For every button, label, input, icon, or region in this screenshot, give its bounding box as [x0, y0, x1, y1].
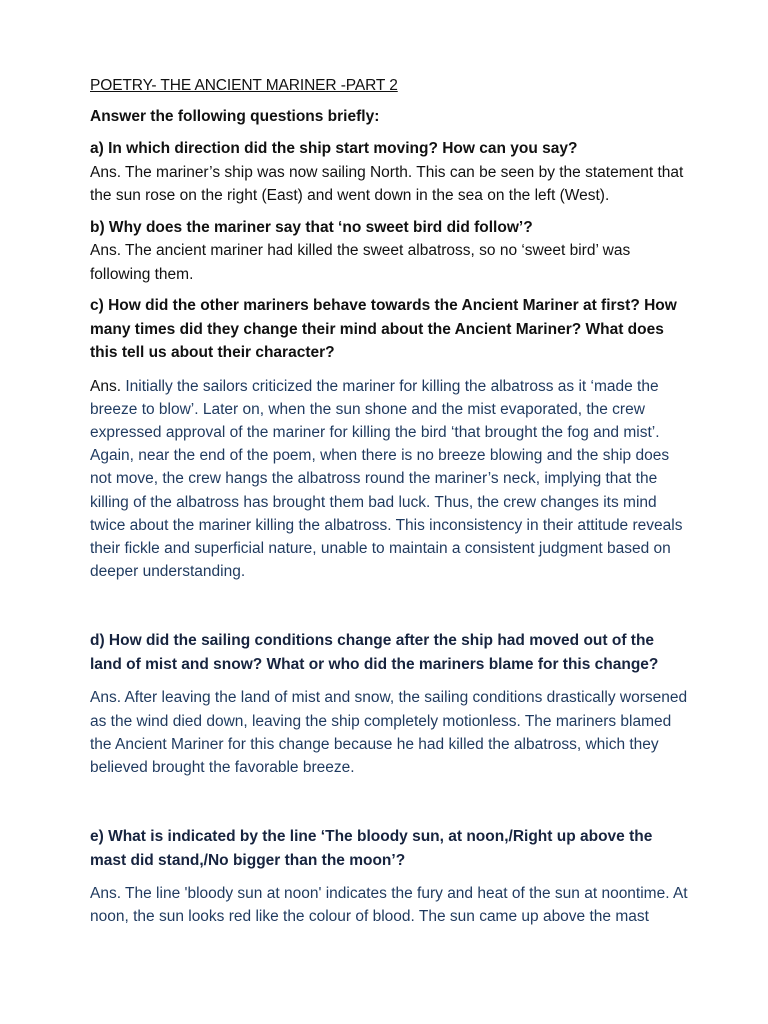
answer-b: Ans. The ancient mariner had killed the sweet albatross, so no ‘sweet bird’ was following them. [90, 242, 631, 283]
page-title: POETRY- THE ANCIENT MARINER -PART 2 [90, 77, 398, 94]
answer-d: Ans. After leaving the land of mist and snow, the sailing conditions drastically worsened as the wind died down, leaving the ship completely motionless. The mariners blamed the Ancient Mariner for this change because he had killed the albatross, which they believed brought the favorable breeze. [90, 689, 688, 776]
document-page [90, 76, 690, 937]
question-b: b) Why does the mariner say that ‘no sweet bird did follow’? [90, 218, 533, 236]
answer-c [90, 375, 690, 584]
answer-a: Ans. The mariner’s ship was now sailing North. This can be seen by the statement that the sun rose on the right (East) and went down in the sea on the left (West). [90, 163, 684, 204]
answer-e: Ans. The line 'bloody sun at noon' indicates the fury and heat of the sun at noontime. At noon, the sun looks red like the colour of blood. The sun came up above the mast [90, 885, 688, 926]
question-d: d) How did the sailing conditions change after the ship had moved out of the land of mist and snow? What or who did the mariners blame for this change? [90, 632, 659, 673]
answer-c-text: Initially the sailors criticized the mariner for killing the albatross as it ‘made the breeze to blow’. Later on, when the sun shone and the mist evaporated, the crew expressed approval of the mariner for killing the bird ‘that brought the fog and mist’. Again, near the end of the poem, when there is no breeze blowing and the ship does not move, the crew hangs the albatross round the mariner’s neck, implying that the killing of the albatross has brought them bad luck. Thus, the crew changes its mind twice about the mariner killing the albatross. This inconsistency in their attitude reveals their fickle and superficial nature, unable to maintain a consistent judgment based on deeper understanding. [90, 377, 683, 581]
question-a: a) In which direction did the ship start moving? How can you say? [90, 140, 578, 157]
question-e: e) What is indicated by the line ‘The bloody sun, at noon,/Right up above the mast did stand,/No bigger than the moon’? [90, 828, 653, 869]
answer-prefix: Ans. [90, 377, 126, 395]
instruction-heading: Answer the following questions briefly: [90, 108, 380, 125]
question-c: c) How did the other mariners behave towards the Ancient Mariner at first? How many times did they change their mind about the Ancient Mariner? What does this tell us about their character? [90, 297, 677, 361]
